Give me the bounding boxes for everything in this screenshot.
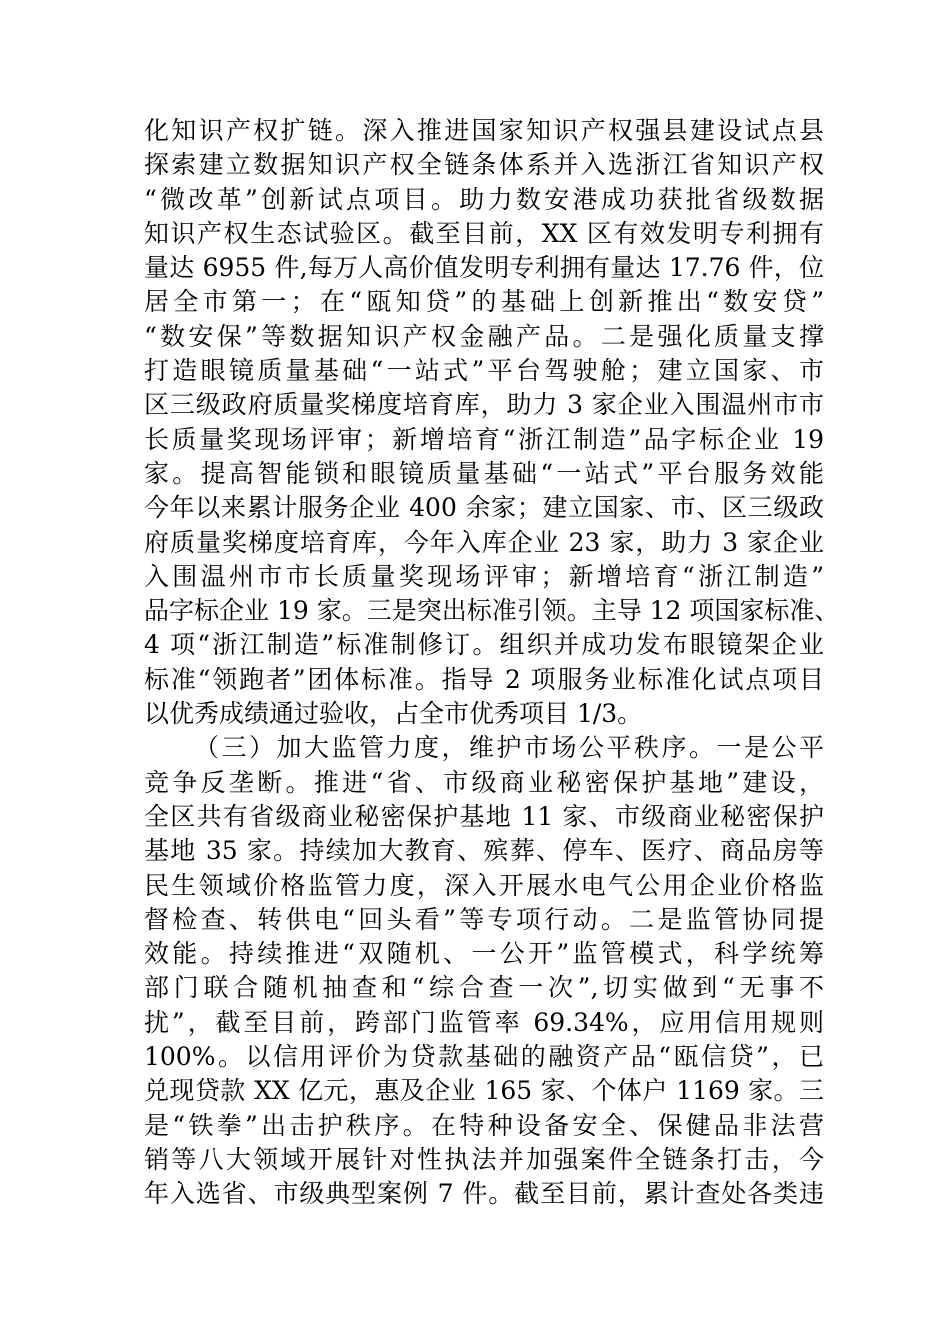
text-line: 标准“领跑者”团体标准。指导 2 项服务业标准化试点项目 (144, 664, 824, 694)
text-line: 4 项“浙江制造”标准制修订。组织并成功发布眼镜架企业 (144, 630, 824, 660)
text-line: 打造眼镜质量基础“一站式”平台驾驶舱；建立国家、市 (144, 356, 824, 386)
text-line: 以优秀成绩通过验收，占全市优秀项目 1/3。 (144, 699, 643, 729)
text-line: 知识产权生态试验区。截至目前，XX 区有效发明专利拥有 (144, 218, 824, 248)
text-line: 府质量奖梯度培育库，今年入库企业 23 家，助力 3 家企业 (144, 527, 824, 557)
body-text (144, 114, 840, 1212)
text-line: 化知识产权扩链。深入推进国家知识产权强县建设试点县 (144, 116, 824, 145)
text-line: 督检查、转供电“回头看”等专项行动。二是监管协同提 (144, 904, 824, 934)
text-line: 100%。以信用评价为贷款基础的融资产品“瓯信贷”，已 (144, 1042, 824, 1072)
text-line: 品字标企业 19 家。三是突出标准引领。主导 12 项国家标准、 (144, 596, 840, 626)
text-line: 全区共有省级商业秘密保护基地 11 家、市级商业秘密保护 (144, 801, 824, 831)
text-line: 民生领域价格监管力度，深入开展水电气公用企业价格监 (144, 870, 824, 900)
text-line: 销等八大领域开展针对性执法并加强案件全链条打击，今 (144, 1144, 824, 1174)
text-line: 扰”，截至目前，跨部门监管率 69.34%，应用信用规则 (144, 1007, 824, 1037)
text-line: 兑现贷款 XX 亿元，惠及企业 165 家、个体户 1169 家。三 (144, 1076, 824, 1106)
text-line: 基地 35 家。持续加大教育、殡葬、停车、医疗、商品房等 (144, 836, 824, 866)
text-line: 今年以来累计服务企业 400 余家；建立国家、市、区三级政 (144, 493, 824, 523)
section-heading-line: （三）加大监管力度，维护市场公平秩序。一是公平 (194, 733, 824, 763)
text-line: 部门联合随机抽查和“综合查一次”,切实做到“无事不 (144, 973, 824, 1003)
text-line: “微改革”创新试点项目。助力数安港成功获批省级数据 (144, 184, 824, 214)
text-line: 量达 6955 件,每万人高价值发明专利拥有量达 17.76 件，位 (144, 253, 824, 283)
text-line: 年入选省、市级典型案例 7 件。截至目前，累计查处各类违 (144, 1179, 824, 1209)
text-line: 竞争反垄断。推进“省、市级商业秘密保护基地”建设， (144, 767, 824, 797)
text-line: 效能。持续推进“双随机、一公开”监管模式，科学统筹 (144, 939, 824, 969)
text-line: 家。提高智能锁和眼镜质量基础“一站式”平台服务效能 (144, 458, 824, 488)
text-line: 长质量奖现场评审；新增培育“浙江制造”品字标企业 19 (144, 424, 824, 454)
text-line: “数安保”等数据知识产权金融产品。二是强化质量支撑 (144, 321, 824, 351)
text-line: 入围温州市市长质量奖现场评审；新增培育“浙江制造” (144, 561, 824, 591)
text-line: 探索建立数据知识产权全链条体系并入选浙江省知识产权 (144, 150, 824, 180)
text-line: 区三级政府质量奖梯度培育库，助力 3 家企业入围温州市市 (144, 390, 824, 420)
text-line: 居全市第一；在“瓯知贷”的基础上创新推出“数安贷” (144, 287, 824, 317)
text-line: 是“铁拳”出击护秩序。在特种设备安全、保健品非法营 (144, 1110, 824, 1140)
